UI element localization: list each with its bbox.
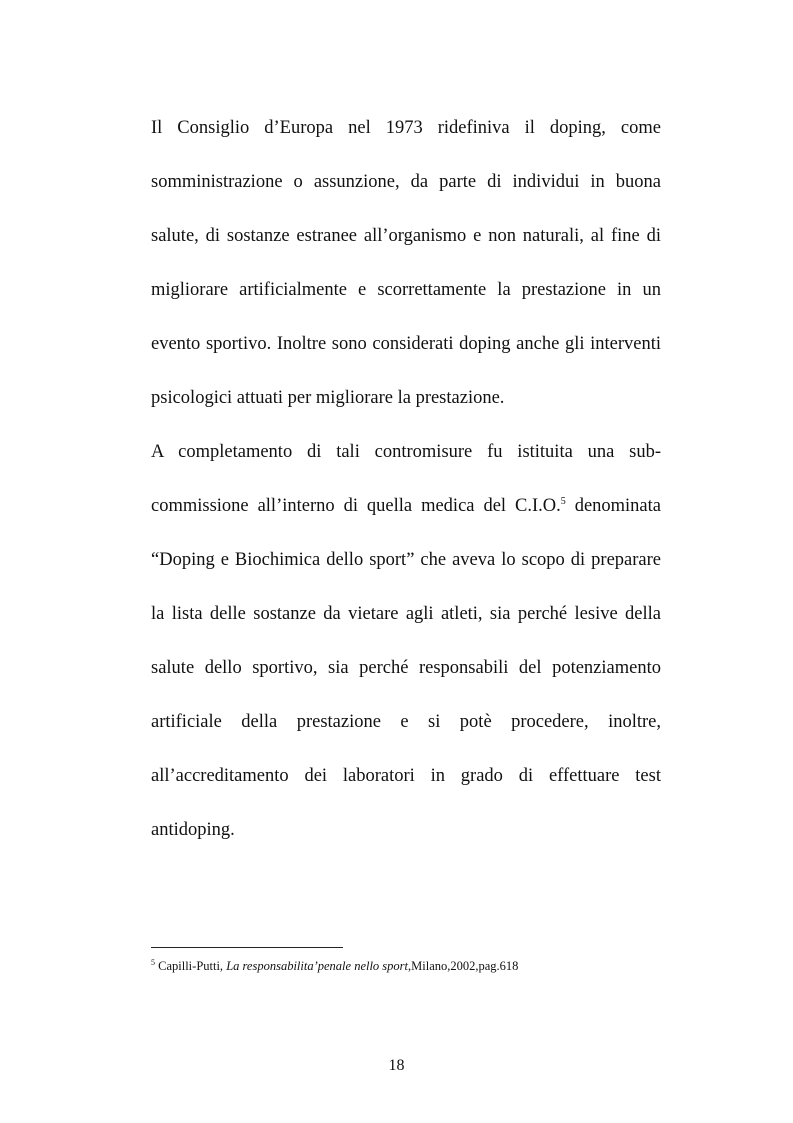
footnote-number: 5 [151,958,155,967]
paragraph-line: “Doping e Biochimica dello sport” che aveva lo scopo di preparare [151,550,661,570]
footnote-reference: 5 [560,496,566,507]
paragraph-line: evento sportivo. Inoltre sono considerati doping anche gli interventi [151,334,661,354]
paragraph-line [151,495,661,517]
paragraph-line: all’accreditamento dei laboratori in grado di effettuare test [151,766,661,786]
footnote-details: ,Milano,2002,pag.618 [408,959,519,973]
footnote-separator [151,947,343,948]
page-number: 18 [388,1057,405,1074]
paragraph-line: antidoping. [151,820,235,840]
footnote-title: La responsabilita’penale nello sport [226,959,409,973]
footnote [151,958,518,974]
footnote-author: Capilli-Putti, [158,959,227,973]
line-text: commissione all’interno di quella medica del C.I.O. [151,496,561,516]
paragraph-line: salute, di sostanze estranee all’organismo e non naturali, al fine di [151,226,661,246]
paragraph-line: migliorare artificialmente e scorrettamente la prestazione in un [151,280,661,300]
paragraph-line: artificiale della prestazione e si potè procedere, inoltre, [151,712,661,732]
paragraph-line: la lista delle sostanze da vietare agli atleti, sia perché lesive della [151,604,661,624]
paragraph-line: somministrazione o assunzione, da parte di individui in buona [151,172,661,192]
paragraph-line: psicologici attuati per migliorare la prestazione. [151,388,505,408]
line-text: denominata [574,496,661,516]
paragraph-line: A completamento di tali contromisure fu istituita una sub- [151,442,661,462]
paragraph-line: Il Consiglio d’Europa nel 1973 ridefiniva il doping, come [151,118,661,138]
paragraph-line: salute dello sportivo, sia perché responsabili del potenziamento [151,658,661,678]
